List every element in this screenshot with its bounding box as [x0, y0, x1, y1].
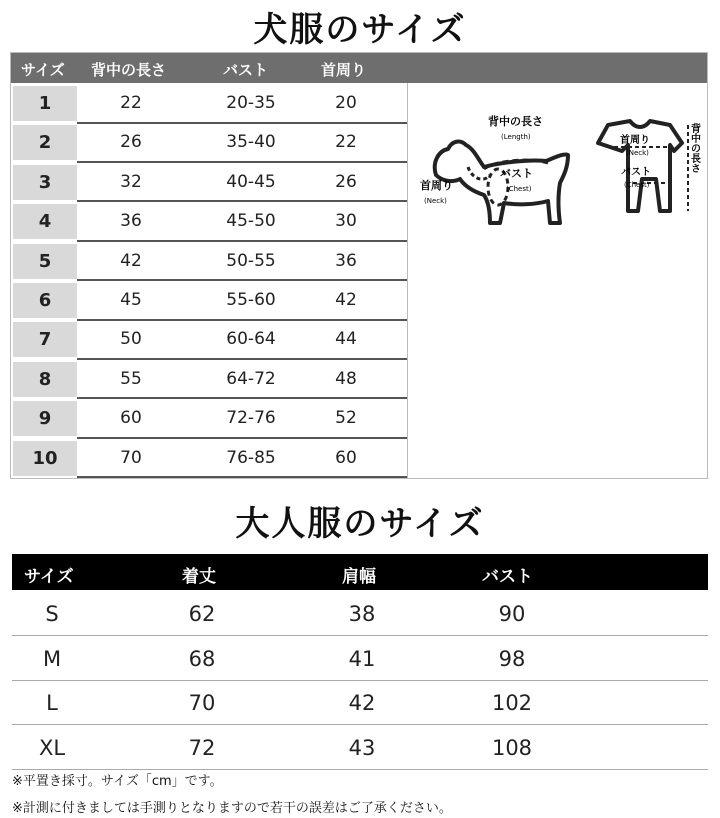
dog-size-cell: 10	[13, 441, 77, 476]
dog-chest-cell: 50-55	[226, 250, 276, 271]
dog-length-cell: 60	[120, 408, 142, 429]
dog-table-header	[11, 53, 707, 83]
adult-table-row	[12, 726, 708, 770]
dog-length-cell: 45	[120, 290, 142, 310]
dog-header-length: 背中の長さ	[91, 61, 167, 79]
diagram-length-en: (Length)	[501, 133, 531, 141]
adult-chest-cell: 108	[491, 735, 533, 760]
dog-chest-cell: 45-50	[226, 211, 276, 232]
adult-size-cell: S	[45, 602, 59, 626]
dog-length-cell: 42	[120, 250, 142, 271]
adult-header-shoulder: 肩幅	[342, 567, 376, 587]
adult-header-length: 着丈	[182, 567, 216, 587]
dog-size-cell: 7	[13, 322, 77, 357]
diagram-neck-label: 首周り	[420, 179, 453, 192]
dog-neck-cell: 42	[335, 290, 357, 310]
dog-size-title: 犬服のサイズ	[253, 10, 467, 50]
dog-length-cell: 55	[120, 368, 142, 389]
dog-neck-cell: 60	[335, 447, 357, 468]
measurement-diagram-svg	[408, 83, 708, 283]
diagram-neck-label-2: 首周り	[620, 135, 650, 146]
adult-table-header	[12, 554, 708, 590]
adult-chest-cell: 102	[491, 691, 533, 715]
adult-table-row	[12, 637, 708, 681]
dog-length-cell: 70	[120, 447, 142, 468]
dog-table-row	[11, 202, 407, 242]
dog-size-cell: 6	[13, 283, 77, 318]
measurement-diagram	[407, 83, 708, 478]
dog-table-row	[11, 399, 407, 439]
dog-neck-cell: 20	[335, 93, 357, 113]
adult-table-row	[12, 681, 708, 725]
adult-size-cell: L	[46, 691, 58, 715]
row-divider	[77, 476, 407, 478]
adult-chest-cell: 98	[498, 646, 526, 671]
dog-chest-cell: 55-60	[226, 290, 276, 310]
dog-neck-cell: 22	[335, 132, 357, 153]
dog-size-cell: 2	[13, 125, 77, 160]
adult-header-chest: バスト	[482, 567, 533, 587]
dog-neck-cell: 36	[335, 250, 357, 271]
adult-length-cell: 62	[188, 602, 216, 626]
adult-length-cell: 72	[188, 735, 216, 760]
adult-length-cell: 68	[188, 646, 216, 671]
adult-chest-cell: 90	[498, 602, 526, 626]
dog-size-cell: 3	[13, 165, 77, 200]
dog-table-row	[11, 360, 407, 400]
dog-chest-cell: 40-45	[226, 171, 276, 192]
adult-shoulder-cell: 42	[348, 691, 376, 715]
diagram-chest-label-2: バスト	[621, 167, 651, 178]
dog-neck-cell: 44	[335, 329, 357, 350]
dog-table-row	[11, 439, 407, 479]
dog-table-row	[11, 281, 407, 321]
adult-table-row	[12, 592, 708, 636]
dog-chest-cell: 60-64	[226, 329, 276, 350]
dog-length-cell: 26	[120, 132, 142, 153]
adult-size-title: 大人服のサイズ	[235, 504, 485, 544]
diagram-chest-label: バスト	[500, 167, 533, 180]
note-tolerance: ※計測に付きましては手測りとなりますので若干の誤差はご了承ください。	[12, 801, 452, 816]
dog-table-row	[11, 163, 407, 203]
dog-table-row	[11, 123, 407, 163]
dog-neck-cell: 26	[335, 171, 357, 192]
dog-length-cell: 50	[120, 329, 142, 350]
dog-neck-cell: 48	[335, 368, 357, 389]
dog-size-cell: 1	[13, 86, 77, 121]
diagram-length-label-2: 背中の長さ	[688, 123, 700, 173]
diagram-length-label: 背中の長さ	[488, 115, 543, 128]
dog-header-size: サイズ	[21, 61, 65, 79]
adult-size-cell: XL	[38, 735, 66, 760]
diagram-neck-en: (Neck)	[424, 197, 447, 205]
dog-neck-cell: 52	[335, 408, 357, 429]
adult-shoulder-cell: 43	[348, 735, 376, 760]
dog-neck-cell: 30	[335, 211, 357, 232]
dog-length-cell: 36	[120, 211, 142, 232]
adult-shoulder-cell: 41	[348, 646, 376, 671]
dog-chest-cell: 76-85	[226, 447, 276, 468]
note-measurement: ※平置き採寸。サイズ「cm」です。	[12, 774, 223, 789]
dog-chest-cell: 72-76	[226, 408, 276, 429]
diagram-chest-en: (Chest)	[506, 185, 532, 193]
dog-header-neck: 首周り	[321, 61, 367, 79]
dog-table-row	[11, 84, 407, 124]
dog-size-cell: 8	[13, 362, 77, 397]
dog-size-cell: 9	[13, 401, 77, 436]
adult-length-cell: 70	[188, 691, 216, 715]
dog-chest-cell: 35-40	[226, 132, 276, 153]
adult-header-size: サイズ	[24, 567, 74, 587]
adult-size-cell: M	[42, 646, 62, 671]
dog-chest-cell: 20-35	[226, 93, 276, 113]
dog-table-row	[11, 320, 407, 360]
diagram-neck-en-2: (Neck)	[626, 149, 649, 157]
dog-chest-cell: 64-72	[226, 368, 276, 389]
dog-length-cell: 32	[120, 171, 142, 192]
diagram-chest-en-2: (Chest)	[624, 181, 650, 189]
dog-size-cell: 4	[13, 204, 77, 239]
dog-size-cell: 5	[13, 244, 77, 279]
dog-silhouette-icon	[435, 142, 568, 223]
dog-header-chest: バスト	[223, 61, 269, 79]
dog-size-table	[10, 52, 708, 479]
dog-table-row	[11, 242, 407, 282]
adult-shoulder-cell: 38	[348, 602, 376, 626]
dog-length-cell: 22	[120, 93, 142, 113]
